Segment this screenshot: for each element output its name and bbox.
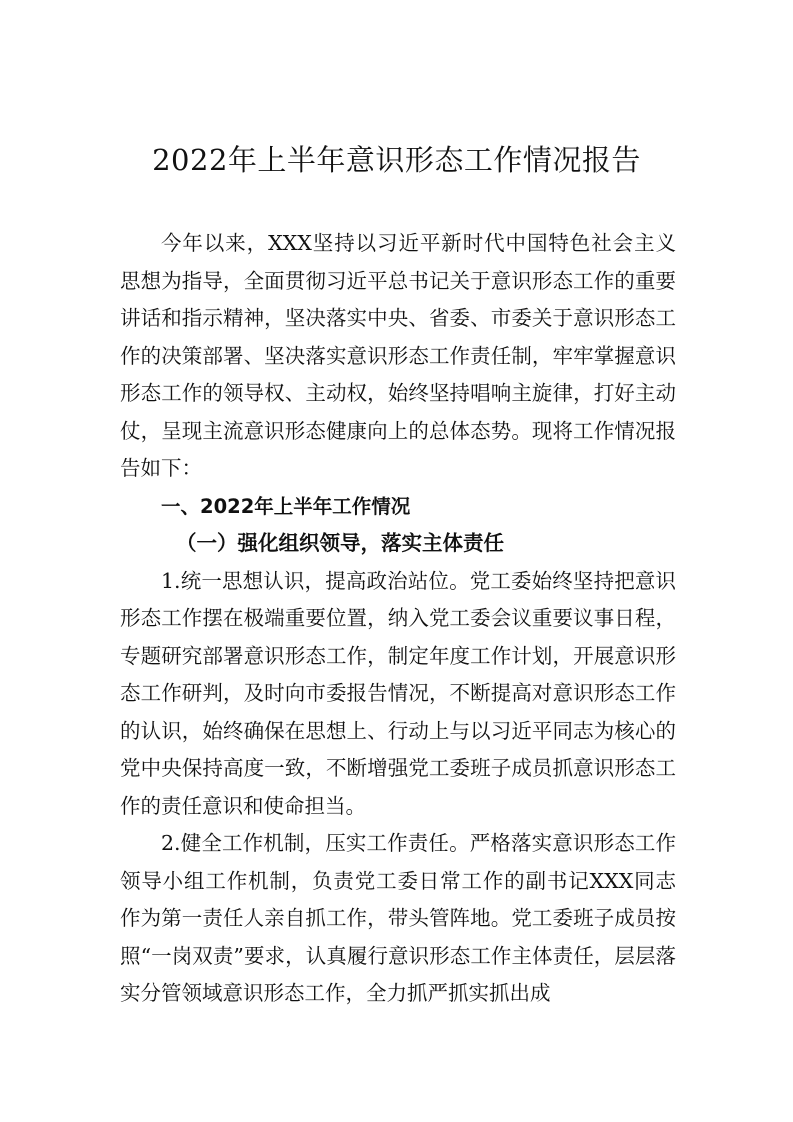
body-paragraph-2: 2.健全工作机制，压实工作责任。严格落实意识形态工作领导小组工作机制，负责党工委日常工作的副书记XXX同志作为第一责任人亲自抓工作，带头管阵地。党工委班子成员按照“一岗双责”要求，认真履行意识形态工作主体责任，层层落实分管领域意识形态工作，全力抓严抓实抓出成 (120, 831, 676, 1005)
subsection-heading: （一）强化组织领导，落实主体责任 (176, 531, 504, 555)
document-title: 2022年上半年意识形态工作情况报告 (152, 143, 641, 177)
body-paragraph-1: 1.统一思想认识，提高政治站位。党工委始终坚持把意识形态工作摆在极端重要位置，纳入党工委会议重要议事日程，专题研究部署意识形态工作，制定年度工作计划，开展意识形态工作研判，及时向市委报告情况，不断提高对意识形态工作的认识，始终确保在思想上、行动上与以习近平同志为核心的党中央保持高度一致，不断增强党工委班子成员抓意识形态工作的责任意识和使命担当。 (120, 568, 676, 818)
document-body (120, 225, 676, 1013)
intro-paragraph: 今年以来，XXX坚持以习近平新时代中国特色社会主义思想为指导，全面贯彻习近平总书记关于意识形态工作的重要讲话和指示精神，坚决落实中央、省委、市委关于意识形态工作的决策部署、坚决落实意识形态工作责任制，牢牢掌握意识形态工作的领导权、主动权，始终坚持唱响主旋律，打好主动仗，呈现主流意识形态健康向上的总体态势。现将工作情况报告如下： (120, 231, 676, 480)
section-heading: 一、2022年上半年工作情况 (161, 494, 411, 518)
